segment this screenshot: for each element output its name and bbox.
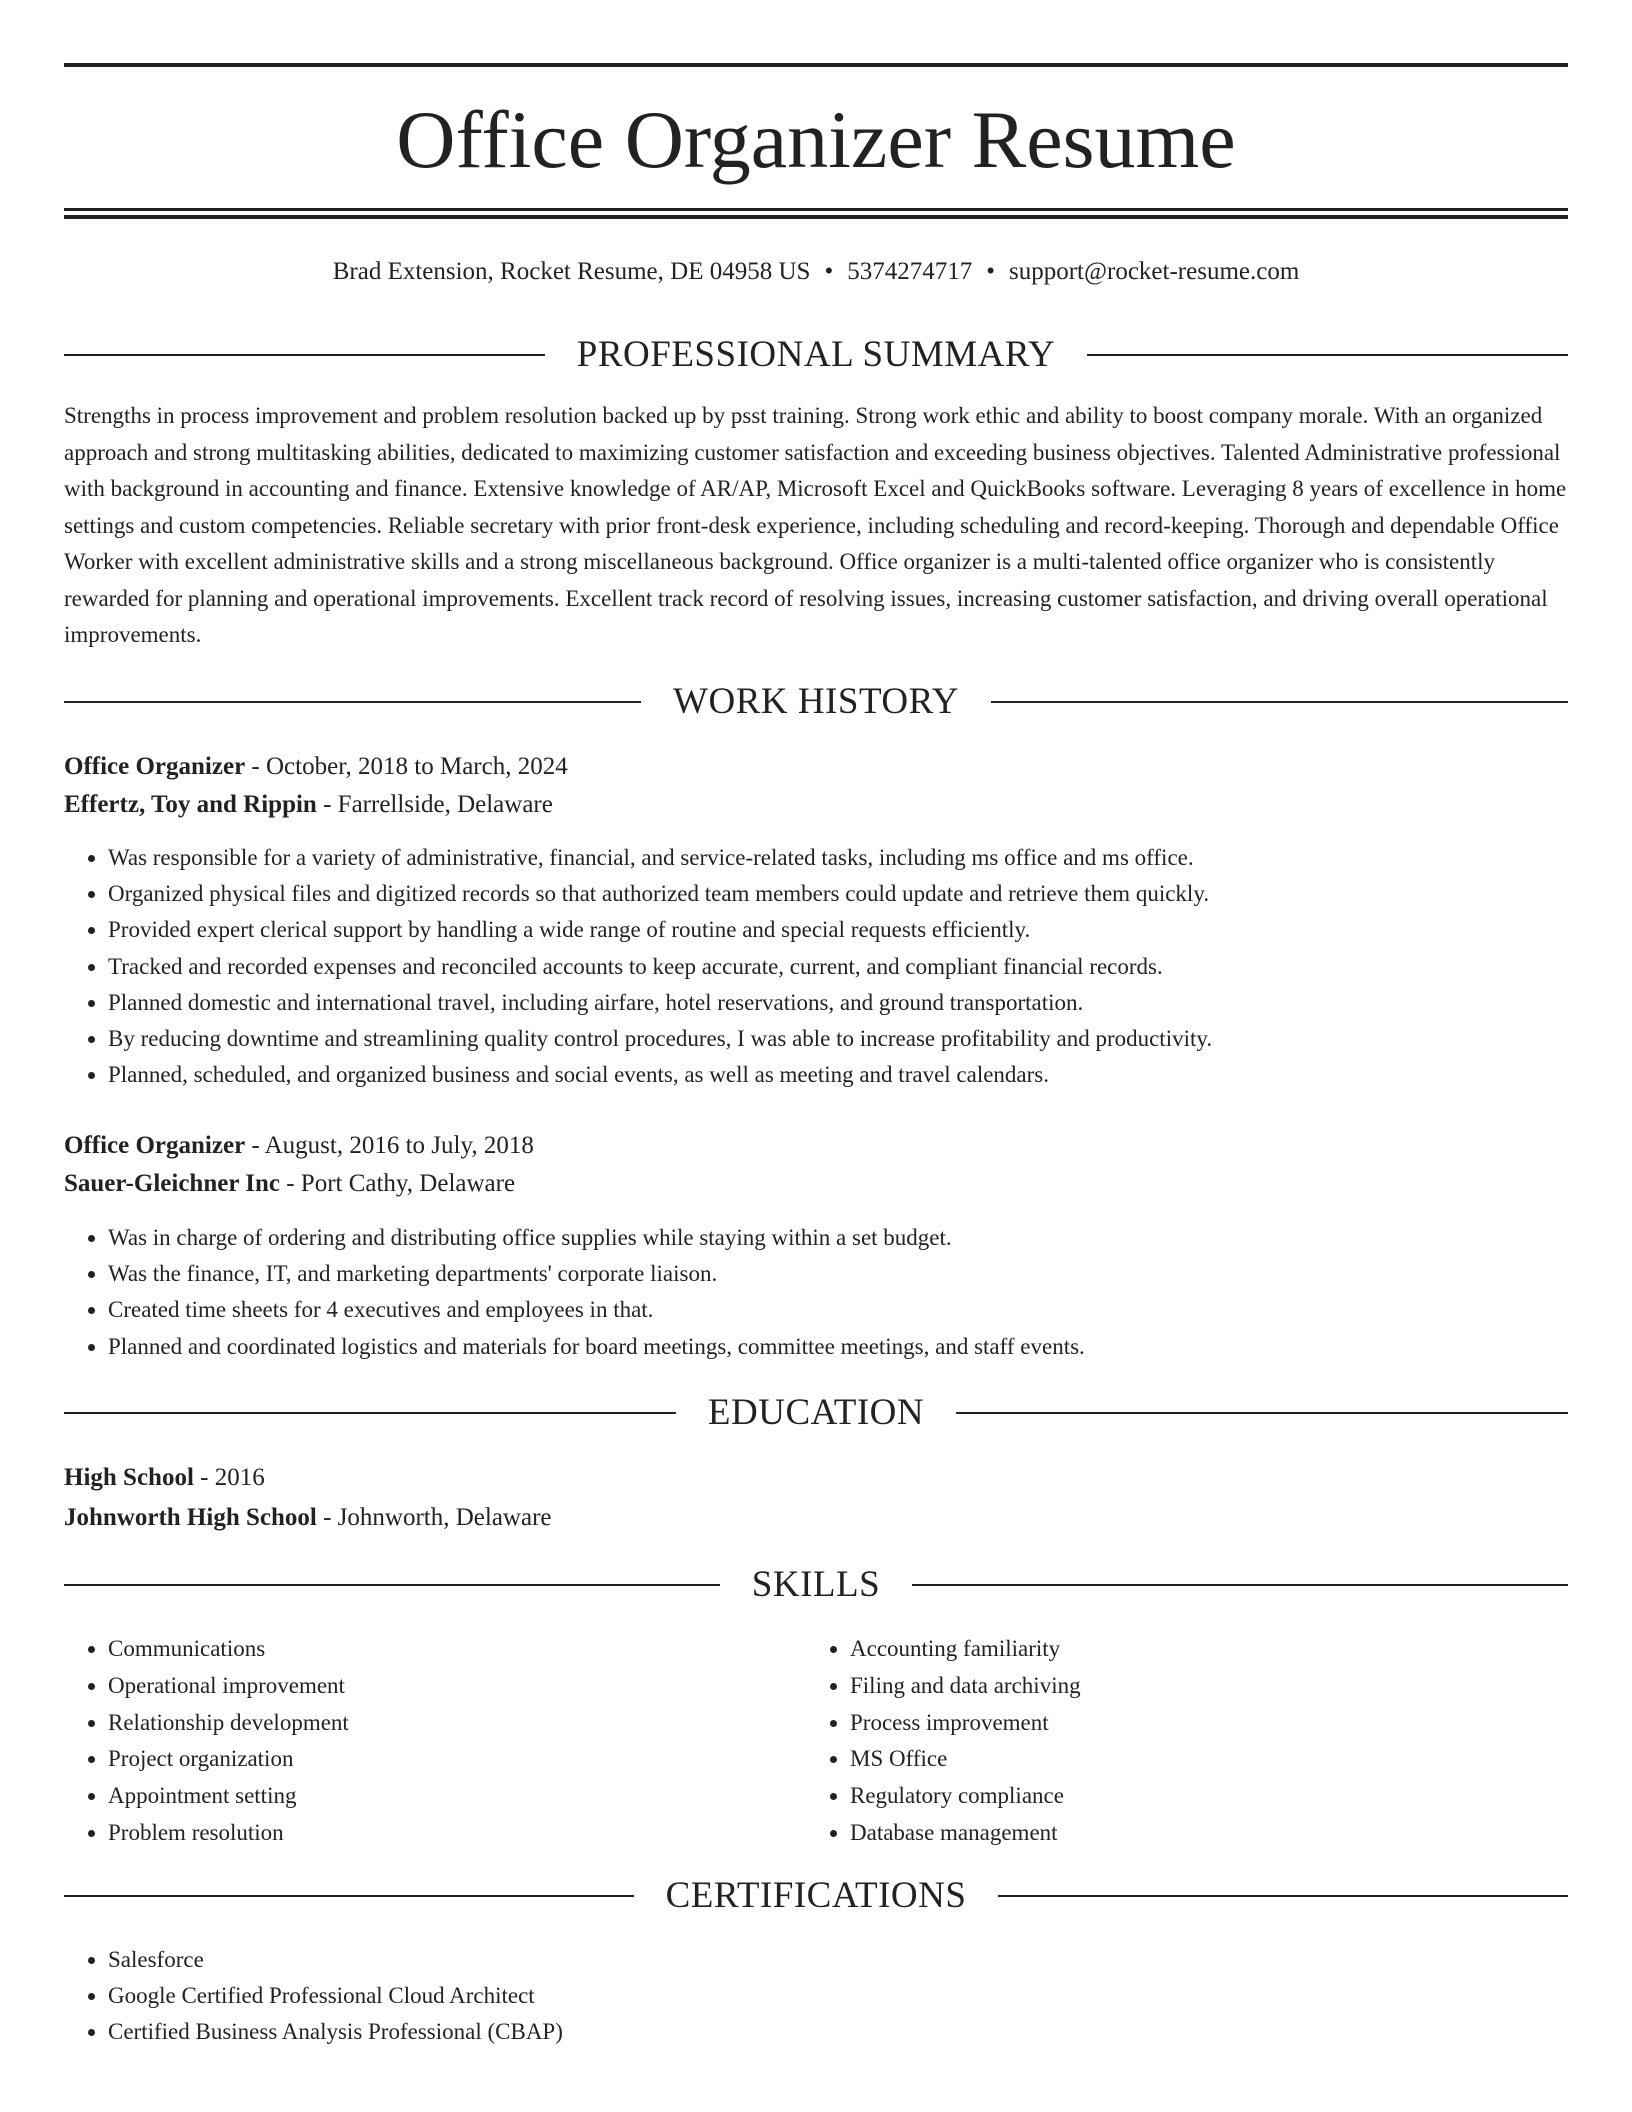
list-item: • Planned, scheduled, and organized business and social events, as well as meeting and travel calendars. — [108, 1057, 1568, 1093]
job-location: - Farrellside, Delaware — [316, 791, 553, 818]
list-item: • Planned domestic and international travel, including airfare, hotel reservations, and ground transportation. — [108, 985, 1568, 1021]
list-item: • Was in charge of ordering and distributing office supplies while staying within a set budget. — [108, 1220, 1568, 1256]
contact-separator: • — [986, 258, 995, 285]
list-item: • Google Certified Professional Cloud Architect — [108, 1978, 1568, 2014]
job-company-line — [64, 786, 1568, 824]
section-title: PROFESSIONAL SUMMARY — [576, 334, 1056, 375]
section-heading-summary — [64, 333, 1568, 377]
education-location: - Johnworth, Delaware — [316, 1504, 552, 1531]
top-rule-divider — [64, 63, 1568, 67]
heading-rule — [991, 701, 1568, 703]
heading-rule — [64, 1895, 634, 1897]
education-degree-line — [64, 1459, 1568, 1497]
list-item: • Created time sheets for 4 executives and employees in that. — [108, 1292, 1568, 1328]
list-item: • Was responsible for a variety of administrative, financial, and service-related tasks, including ms office and ms office. — [108, 840, 1568, 876]
certifications-list — [64, 1942, 1568, 2051]
job-duties-list — [64, 840, 1568, 1093]
list-item: • By reducing downtime and streamlining quality control procedures, I was able to increase profitability and productivity. — [108, 1021, 1568, 1057]
heading-rule — [64, 1412, 676, 1414]
list-item: • Was the finance, IT, and marketing departments' corporate liaison. — [108, 1256, 1568, 1292]
education-degree: High School — [64, 1464, 194, 1491]
list-item: • MS Office — [850, 1741, 1550, 1778]
summary-text: Strengths in process improvement and problem resolution backed up by psst training. Strong work ethic and ability to boost company morale. With an organized approach and strong multitasking abilities, dedicated to maximizing customer satisfaction and exceeding business objectives. Talented Administrative professional with background in accounting and finance. Extensive knowledge of AR/AP, Microsoft Excel and QuickBooks software. Leveraging 8 years of excellence in home settings and custom competencies. Reliable secretary with prior front-desk experience, including scheduling and record-keeping. Thorough and dependable Office Worker with excellent administrative skills and a strong miscellaneous background. Office organizer is a multi-talented office organizer who is consistently rewarded for planning and operational improvements. Excellent track record of resolving issues, increasing customer satisfaction, and driving overall operational improvements. — [64, 403, 1567, 647]
list-item: • Planned and coordinated logistics and materials for board meetings, committee meetings, and staff events. — [108, 1329, 1568, 1365]
contact-line — [64, 254, 1568, 290]
heading-rule — [998, 1895, 1568, 1897]
job-title: Office Organizer — [64, 1132, 246, 1159]
list-item: • Relationship development — [108, 1705, 808, 1742]
job-duties-list — [64, 1220, 1568, 1365]
list-item: • Communications — [108, 1631, 808, 1668]
section-title: CERTIFICATIONS — [665, 1875, 967, 1916]
list-item: • Certified Business Analysis Professional (CBAP) — [108, 2014, 1568, 2050]
section-heading-certifications — [64, 1874, 1568, 1918]
section-title: EDUCATION — [707, 1392, 925, 1433]
skills-list-left — [64, 1631, 808, 1852]
contact-email: support@rocket-resume.com — [1008, 258, 1300, 285]
list-item: • Operational improvement — [108, 1668, 808, 1705]
list-item: • Appointment setting — [108, 1778, 808, 1815]
double-rule-divider — [64, 208, 1568, 219]
resume-title: Office Organizer Resume — [396, 94, 1236, 185]
section-title: SKILLS — [751, 1564, 881, 1605]
job-company: Effertz, Toy and Rippin — [64, 791, 317, 818]
list-item: • Filing and data archiving — [850, 1668, 1550, 1705]
list-item: • Regulatory compliance — [850, 1778, 1550, 1815]
heading-rule — [64, 701, 641, 703]
job-title-line — [64, 748, 1568, 786]
job-title-line — [64, 1127, 1568, 1165]
contact-separator: • — [824, 258, 834, 285]
list-item: • Problem resolution — [108, 1815, 808, 1852]
skills-list-right — [806, 1631, 1550, 1852]
list-item: • Project organization — [108, 1741, 808, 1778]
job-company: Sauer-Gleichner Inc — [64, 1170, 280, 1197]
section-heading-work-history — [64, 680, 1568, 724]
heading-rule — [956, 1412, 1568, 1414]
heading-rule — [64, 354, 545, 356]
job-dates: - August, 2016 to July, 2018 — [245, 1132, 534, 1159]
section-heading-education — [64, 1391, 1568, 1435]
education-school-line — [64, 1499, 1568, 1537]
job-dates: - October, 2018 to March, 2024 — [245, 753, 568, 780]
section-title: WORK HISTORY — [673, 681, 959, 722]
education-year: - 2016 — [193, 1464, 265, 1491]
heading-rule — [912, 1584, 1568, 1586]
job-company-line — [64, 1165, 1568, 1203]
section-heading-skills — [64, 1563, 1568, 1607]
education-school: Johnworth High School — [64, 1504, 317, 1531]
list-item: • Provided expert clerical support by handling a wide range of routine and special requests efficiently. — [108, 912, 1568, 948]
job-title: Office Organizer — [64, 753, 246, 780]
heading-rule — [1087, 354, 1568, 356]
list-item: • Database management — [850, 1815, 1550, 1852]
contact-address: Brad Extension, Rocket Resume, DE 04958 US — [332, 258, 811, 285]
contact-phone: 5374274717 — [847, 258, 973, 285]
job-location: - Port Cathy, Delaware — [279, 1170, 516, 1197]
list-item: • Organized physical files and digitized records so that authorized team members could update and retrieve them quickly. — [108, 876, 1568, 912]
heading-rule — [64, 1584, 720, 1586]
list-item: • Process improvement — [850, 1705, 1550, 1742]
list-item: • Salesforce — [108, 1942, 1568, 1978]
list-item: • Tracked and recorded expenses and reconciled accounts to keep accurate, current, and compliant financial records. — [108, 949, 1568, 985]
list-item: • Accounting familiarity — [850, 1631, 1550, 1668]
